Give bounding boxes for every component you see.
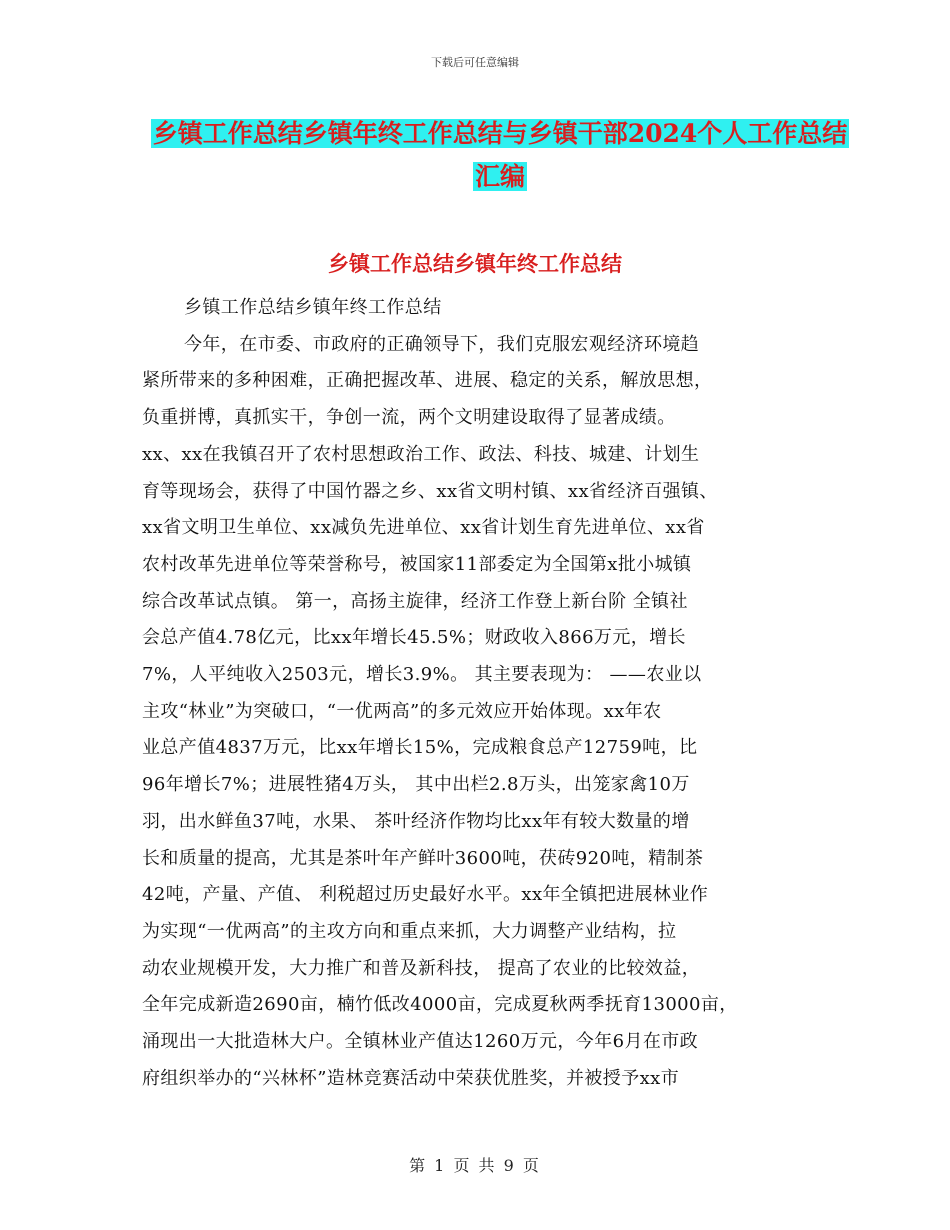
body-line: 今年，在市委、市政府的正确领导下，我们克服宏观经济环境趋 [184,333,700,355]
body-line: 主攻“林业”为突破口，“一优两高”的多元效应开始体现。xx年农 [142,700,662,722]
body-line: xx省文明卫生单位、xx减负先进单位、xx省计划生育先进单位、xx省 [142,517,705,539]
body-line: 府组织举办的“兴林杯”造林竞赛活动中荣获优胜奖，并被授予xx市 [142,1067,680,1089]
body-text [142,290,822,1097]
body-line: 紧所带来的多种困难，正确把握改革、进展、稳定的关系，解放思想， [142,370,713,392]
body-line: 长和质量的提高，尤其是茶叶年产鲜叶3600吨，茯砖920吨，精制茶 [142,847,704,869]
body-line: xx、xx在我镇召开了农村思想政治工作、政法、科技、城建、计划生 [142,443,700,465]
body-line: 7%，人平纯收入2503元，增长3.9%。 其主要表现为： ——农业以 [142,664,702,686]
main-title-highlight: 乡镇工作总结乡镇年终工作总结与乡镇干部2024个人工作总结汇编 [152,119,848,191]
body-line: 农村改革先进单位等荣誉称号，被国家11部委定为全国第x批小城镇 [142,553,692,575]
body-line: 育等现场会，获得了中国竹器之乡、xx省文明村镇、xx省经济百强镇、 [142,480,718,502]
body-line: 综合改革试点镇。 第一，高扬主旋律，经济工作登上新台阶 全镇社 [142,590,688,612]
body-line: 乡镇工作总结乡镇年终工作总结 [184,297,442,318]
page-number: 第 1 页 共 9 页 [409,1156,541,1175]
body-line: 负重拼博，真抓实干，争创一流，两个文明建设取得了显著成绩。 [142,407,676,429]
body-line: 动农业规模开发，大力推广和普及新科技， 提高了农业的比较效益， [142,957,701,979]
body-line: 42吨，产量、产值、 利税超过历史最好水平。xx年全镇把进展林业作 [142,884,709,906]
section-title: 乡镇工作总结乡镇年终工作总结 [328,251,622,276]
body-line: 涌现出一大批造林大户。全镇林业产值达1260万元，今年6月在市政 [142,1031,699,1053]
body-line: 羽，出水鲜鱼37吨，水果、 茶叶经济作物均比xx年有较大数量的增 [142,810,690,832]
body-line: 会总产值4.78亿元，比xx年增长45.5%；财政收入866万元，增长 [142,627,686,649]
header-note: 下载后可任意编辑 [431,56,519,69]
main-title [140,112,860,198]
body-line: 96年增长7%；进展牲猪4万头， 其中出栏2.8万头，出笼家禽10万 [142,774,690,796]
body-line: 全年完成新造2690亩，楠竹低改4000亩，完成夏秋两季抚育13000亩， [142,994,738,1016]
body-line: 为实现“一优两高”的主攻方向和重点来抓，大力调整产业结构，拉 [142,920,677,942]
body-line: 业总产值4837万元，比xx年增长15%，完成粮食总产12759吨，比 [142,737,698,759]
